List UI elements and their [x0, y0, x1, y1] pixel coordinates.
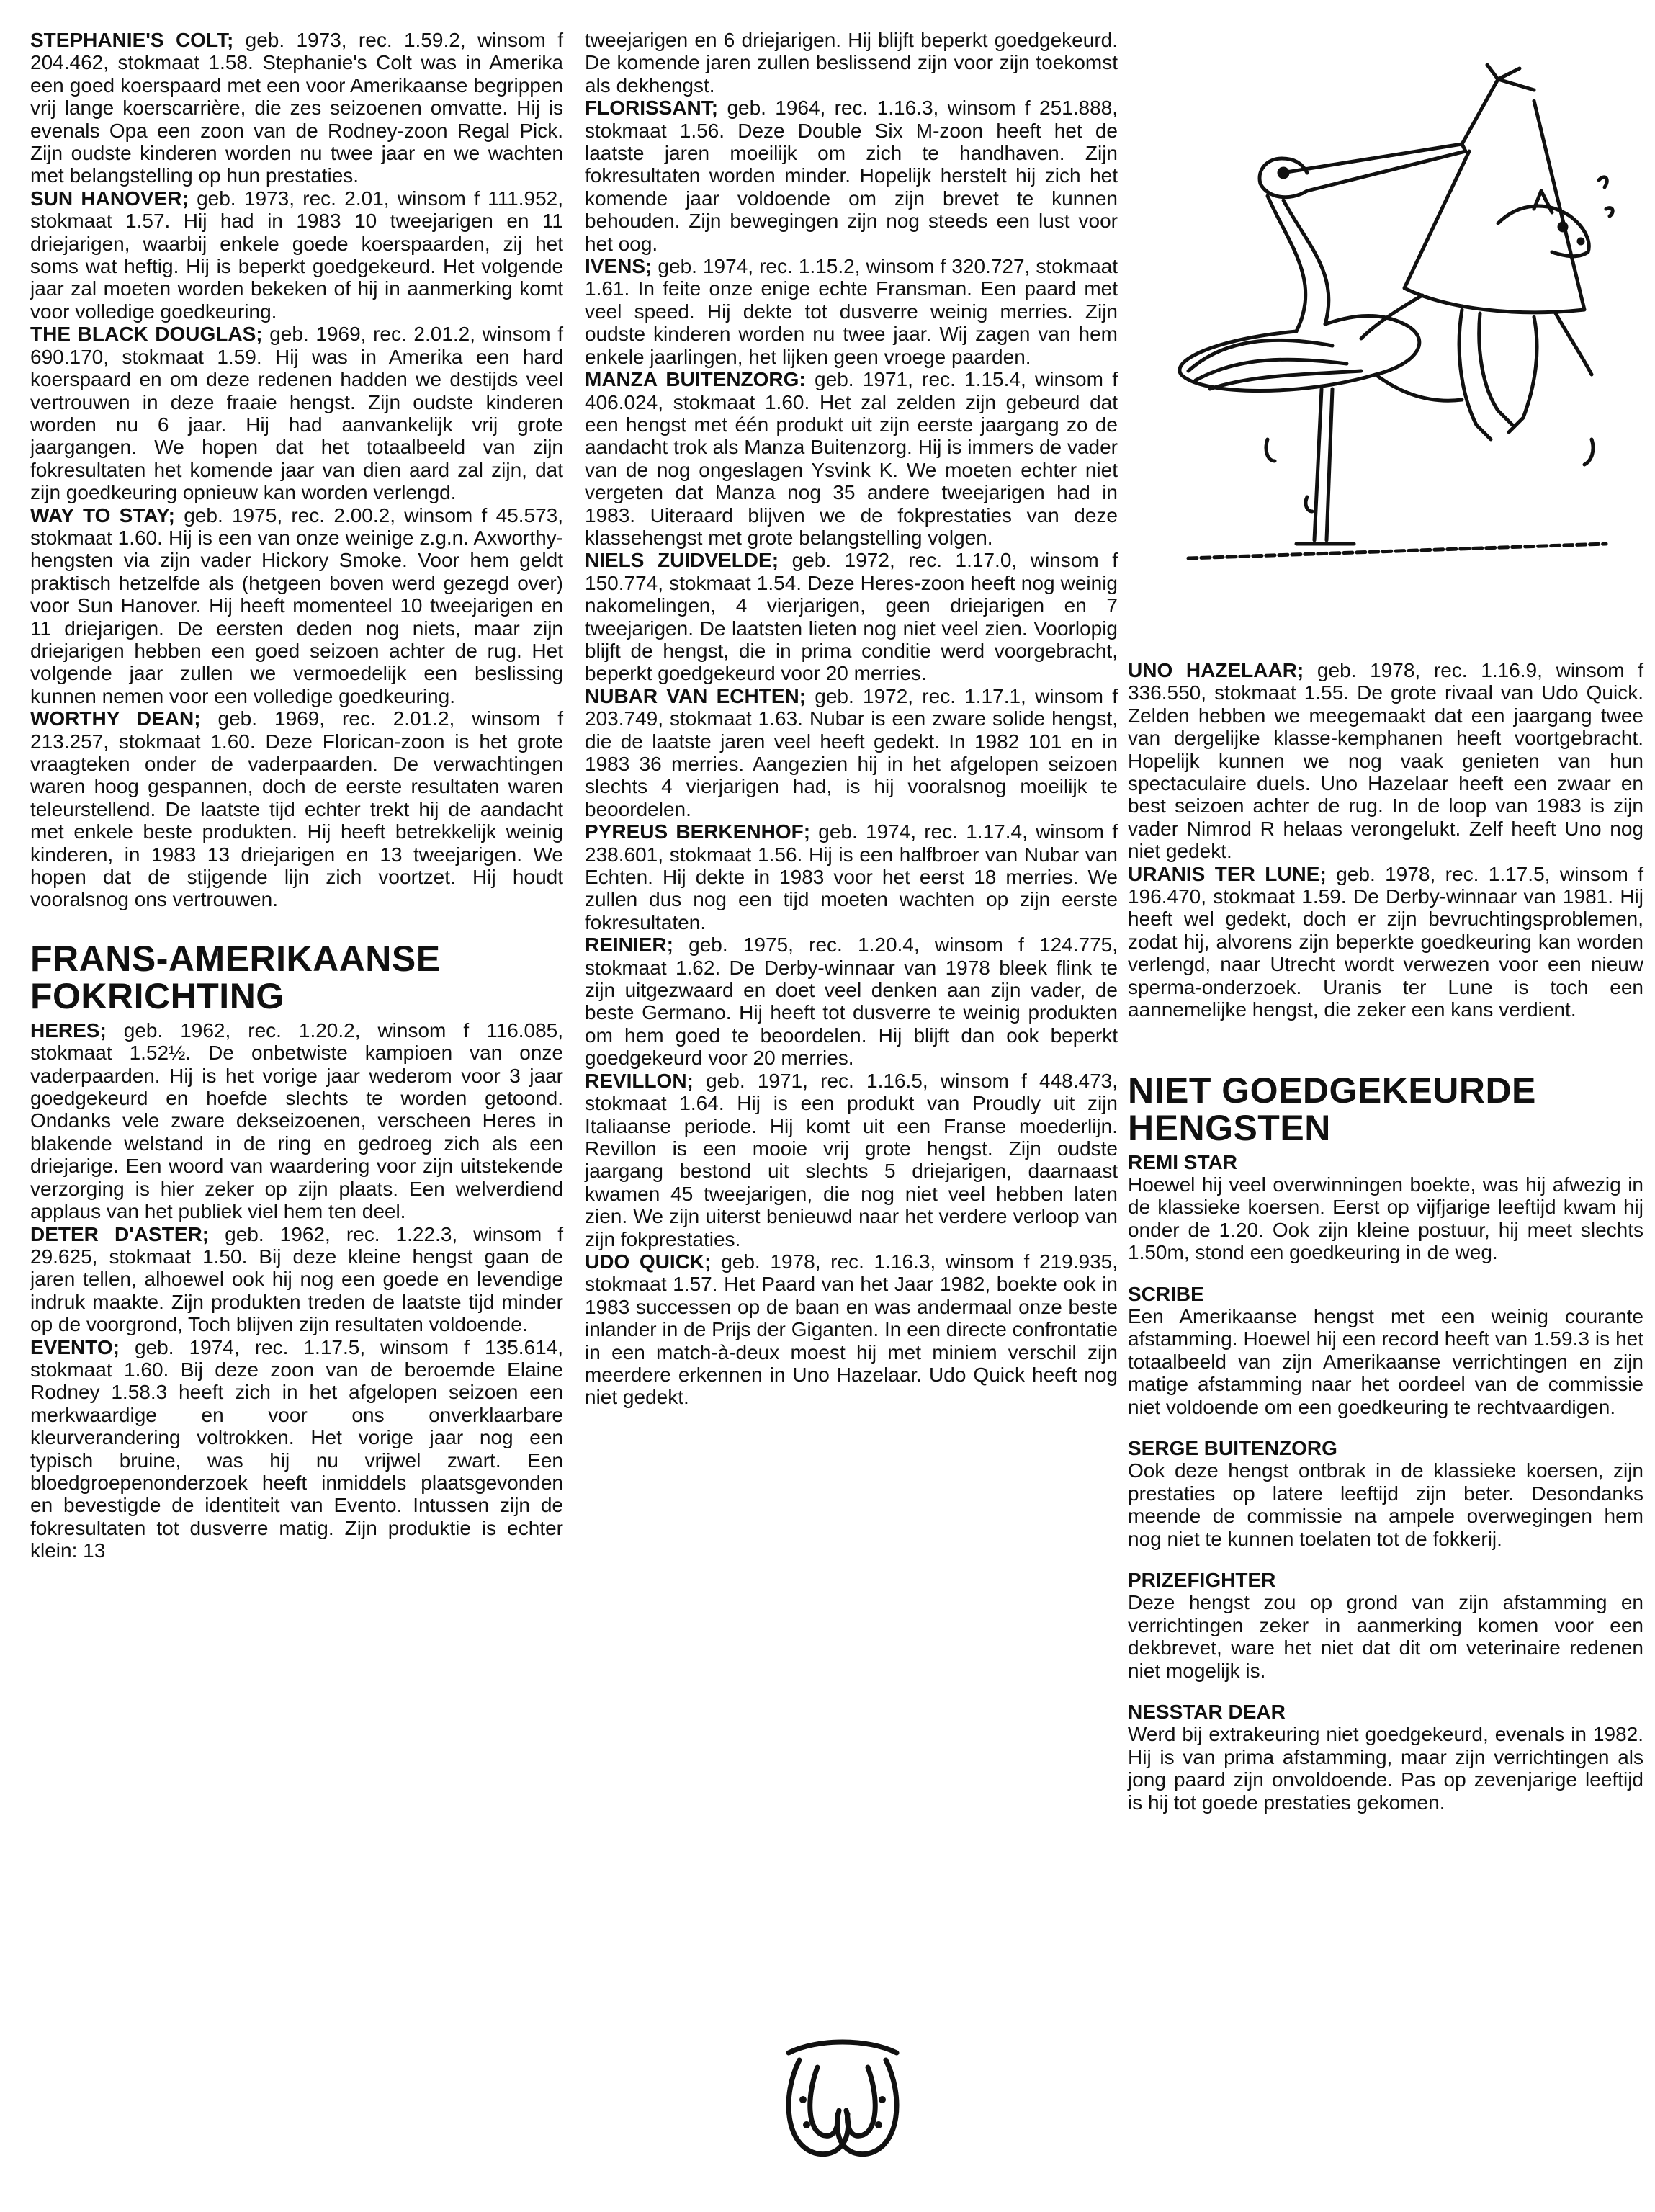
subsection-remi-star: REMI STAR Hoewel hij veel overwinningen boekte, was hij afwezig in de klassieke koersen. Eerst op vijfjarige leeftijd kwam hij onder de 1.20. Ook zijn kleine postuur, hij meet slechts 1.50m, stond een goedkeuring in de weg. [1128, 1150, 1643, 1264]
stork-icon [1160, 36, 1620, 562]
entry-uno-hazelaar: UNO HAZELAAR; geb. 1978, rec. 1.16.9, winsom f 336.550, stokmaat 1.55. De grote rivaal van Udo Quick. Zelden hebben we meegemaakt dat een jaargang twee van dergelijke klasse-kemphanen heeft voortgebracht. Hopelijk kunnen we nog vaak genieten van hun spectaculaire duels. Uno Hazelaar heeft een zwaar en best seizoen achter de rug. In de loop van 1983 is zijn vader Nimrod R helaas verongelukt. Zelf heeft Uno nog niet gedekt. [1128, 659, 1643, 863]
entry-sun-hanover: SUN HANOVER; geb. 1973, rec. 2.01, winsom f 111.952, stokmaat 1.57. Hij had in 1983 10 tweejarigen en 11 driejarigen, waarbij enkele goede koerspaarden, zij het soms wat heftig. Hij is beperkt goedgekeurd. Het volgende jaar zal moeten worden bekeken of hij in aanmerking komt voor volledige goedkeuring. [30, 187, 564, 323]
entry-the-black-douglas: THE BLACK DOUGLAS; geb. 1969, rec. 2.01.2, winsom f 690.170, stokmaat 1.59. Hij was in Amerika een hard koerspaard en om deze redenen hadden we destijds veel vertrouwen in deze fraaie hengst. Zijn oudste kinderen worden nu 6 jaar. Hij had aanvankelijk vrij grote jaargangen. We hopen dat het totaalbeeld van zijn fokresultaten het komende jaar van dien aard zal zijn, dat zijn goedkeuring opnieuw kan worden verlengd. [30, 323, 563, 504]
entry-manza-buitenzorg: MANZA BUITENZORG: geb. 1971, rec. 1.15.4, winsom f 406.024, stokmaat 1.60. Het zal zelden zijn gebeurd dat een hengst met één produkt uit zijn eerste jaargang zo de aandacht trok als Manza Buitenzorg. Hij is immers de vader van de nog ongeslagen Ysvink K. We moeten echter niet vergeten dat Manza nog 35 andere tweejarigen had in 1983. Uiteraard blijven we de fokprestaties van deze klassehengst met grote belangstelling volgen. [585, 368, 1118, 549]
entry-pyreus-berkenhof: PYREUS BERKENHOF; geb. 1974, rec. 1.17.4, winsom f 238.601, stokmaat 1.56. Hij is een halfbroer van Nubar van Echten. Hij dekte in 1983 voor het eerst 18 merries. We zullen dus nog een tijd moeten wachten op zijn eerste fokresultaten. [585, 820, 1118, 933]
subsection-prizefighter: PRIZEFIGHTER Deze hengst zou op grond van zijn afstamming en verrichtingen zeker in aanmerking komen voor een dekbrevet, ware het niet dat dit om veterinaire redenen niet mogelijk is. [1128, 1569, 1643, 1682]
stork-carrying-foal-illustration [1160, 36, 1620, 562]
middle-column [585, 29, 1118, 1409]
entry-florissant: FLORISSANT; geb. 1964, rec. 1.16.3, winsom f 251.888, stokmaat 1.56. Deze Double Six M-zoon heeft het de laatste jaren moeilijk om zich te handhaven. Zijn fokresultaten worden minder. Hopelijk herstelt hij zich het komende jaar voldoende om zijn brevet te kunnen behouden. Zijn bewegingen zijn nog steeds een lust voor het oog. [585, 97, 1118, 255]
entry-revillon: REVILLON; geb. 1971, rec. 1.16.5, winsom f 448.473, stokmaat 1.64. Hij is een produkt van Proudly uit zijn Italiaanse periode. Hij komt uit een Franse moederlijn. Revillon is een mooie vrij grote hengst. Zijn oudste jaargang bestond uit slechts 5 driejarigen, daarnaast kwamen 45 tweejarigen, die nog niet veel hebben laten zien. We zijn uiterst benieuwd naar het verdere verloop van zijn fokprestaties. [585, 1069, 1118, 1250]
entry-evento-continued: tweejarigen en 6 driejarigen. Hij blijft beperkt goedgekeurd. De komende jaren zullen beslissend zijn voor zijn toekomst als dekhengst. [585, 29, 1118, 97]
horseshoe-ornament [774, 2031, 911, 2168]
entry-evento: EVENTO; geb. 1974, rec. 1.17.5, winsom f 135.614, stokmaat 1.60. Bij deze zoon van de beroemde Elaine Rodney 1.58.3 heeft zich in het afgelopen seizoen een merkwaardige en voor ons onverklaarbare kleurverandering voltrokken. Het vorige jaar nog een typisch bruine, was hij nu vrijwel zwart. Een bloedgroepenonderzoek heeft inmiddels plaatsgevonden en bevestigde de identiteit van Evento. Intussen zijn de fokresultaten tot dusverre matig. Zijn produktie is echter klein: 13 [30, 1335, 563, 1562]
entry-worthy-dean: WORTHY DEAN; geb. 1969, rec. 2.01.2, winsom f 213.257, stokmaat 1.60. Deze Florican-zoon is het grote vraagteken onder de vaderpaarden. De verwachtingen waren hoog gespannen, doch de eerste resultaten waren teleurstellend. De laatste tijd echter trekt hij de aandacht met enkele beste produkten. Hij heeft betrekkelijk weinig kinderen, in 1983 13 driejarigen en 13 tweejarigen. We hopen dat de stijgende lijn zich voortzet. Hij houdt vooralsnog ons vertrouwen. [30, 707, 563, 911]
section-title-niet-goedgekeurde: NIET GOEDGEKEURDE HENGSTEN [1128, 1070, 1536, 1148]
subsection-scribe: SCRIBE Een Amerikaanse hengst met een weinig courante afstamming. Hoewel hij een record heeft van 1.59.3 is het totaalbeeld van zijn Amerikaanse verrichtingen en zijn matige afstamming naar het oordeel van de commissie niet voldoende om een goedkeuring te rechtvaardigen. [1128, 1282, 1643, 1418]
entry-nubar-van-echten: NUBAR VAN ECHTEN; geb. 1972, rec. 1.17.1, winsom f 203.749, stokmaat 1.63. Nubar is een zware solide hengst, die de laatste jaren veel heeft gedekt. In 1982 101 en in 1983 36 merries. Aangezien hij in het afgelopen seizoen slechts 4 vierjarigen had, is hij vooralsnog moeilijk te beoordelen. [585, 684, 1118, 820]
subsection-nesstar-dear: NESSTAR DEAR Werd bij extrakeuring niet goedgekeurd, evenals in 1982. Hij is van prima afstamming, maar zijn verrichtingen als jong paard zijn onvoldoende. Pas op zevenjarige leeftijd is hij tot goede prestaties gekomen. [1128, 1701, 1643, 1814]
entry-niels-zuidvelde: NIELS ZUIDVELDE; geb. 1972, rec. 1.17.0, winsom f 150.774, stokmaat 1.54. Deze Heres-zoon heeft nog weinig nakomelingen, 4 vierjarigen, geen driejarigen en 7 tweejarigen. De laatsten lieten nog niet veel zien. Voorlopig blijft de hengst, die in prima conditie werd voorgebracht, beperkt goedgekeurd voor 20 merries. [585, 549, 1118, 685]
subsection-serge-buitenzorg: SERGE BUITENZORG Ook deze hengst ontbrak in de klassieke koersen, zijn prestaties op latere leeftijd zijn beter. Desondanks meende de commissie na ampele overwegingen hem nog niet te kunnen toelaten tot de fokkerij. [1128, 1436, 1643, 1550]
right-column [1128, 659, 1643, 1814]
horseshoe-icon [774, 2031, 911, 2168]
entry-heres: HERES; geb. 1962, rec. 1.20.2, winsom f 116.085, stokmaat 1.52½. De onbetwiste kampioen van onze vaderpaarden. Hij is het vorige jaar wederom voor 3 jaar goedgekeurd en hoefde slechts te worden getoond. Ondanks vele zware dekseizoenen, verscheen Heres in blakende welstand in de ring en gedroeg zich als een driejarige. Een woord van waardering voor zijn uitstekende verzorging is hier zeker op zijn plaats. Een welverdiend applaus van het publiek viel hem ten deel. [30, 1018, 563, 1223]
entry-ivens: IVENS; geb. 1974, rec. 1.15.2, winsom f 320.727, stokmaat 1.61. In feite onze enige echte Fransman. Een paard met veel speed. Hij dekte tot dusverre weinig merries. Zijn oudste kinderen worden nu twee jaar. Wij zagen van hem enkele jaarlingen, het lijken geen vroege paarden. [585, 255, 1118, 368]
entry-way-to-stay: WAY TO STAY; geb. 1975, rec. 2.00.2, winsom f 45.573, stokmaat 1.60. Hij is een van onze weinige z.g.n. Axworthy-hengsten via zijn vader Hickory Smoke. Voor hem geldt praktisch hetzelfde als (hetgeen boven werd gezegd over) voor Sun Hanover. Hij heeft momenteel 10 tweejarigen en 11 driejarigen. De eersten deden nog niets, maar zijn driejarigen hebben een goed seizoen achter de rug. Het volgende jaar zullen we vermoedelijk een beslissing kunnen nemen voor een volledige goedkeuring. [30, 503, 563, 707]
entry-stephanies-colt: STEPHANIE'S COLT; geb. 1973, rec. 1.59.2, winsom f 204.462, stokmaat 1.58. Stephanie's Colt was in Amerika een goed koerspaard met een voor Amerikaanse begrippen vrij lange koerscarrière, die zes seizoenen omvatte. Hij is evenals Opa een zoon van de Rodney-zoon Regal Pick. Zijn oudste kinderen worden nu twee jaar en we wachten met belangstelling op hun prestaties. [30, 29, 563, 187]
entry-udo-quick: UDO QUICK; geb. 1978, rec. 1.16.3, winsom f 219.935, stokmaat 1.57. Het Paard van het Jaar 1982, boekte ook in 1983 successen op de baan en was andermaal onze beste inlander in de Prijs der Giganten. In een directe confrontatie in een match-à-deux moest hij met miniem verschil zijn meerdere erkennen in Uno Hazelaar. Udo Quick heeft nog niet gedekt. [585, 1250, 1118, 1409]
entry-uranis-ter-lune: URANIS TER LUNE; geb. 1978, rec. 1.17.5, winsom f 196.470, stokmaat 1.59. De Derby-winnaar van 1981. Hij heeft wel gedekt, doch er zijn bevruchtingsproblemen, zodat hij, alvorens zijn beperkte goedkeuring kan worden verlengd, naar Utrecht wordt verwezen voor een nieuw sperma-onderzoek. Uranis ter Lune is toch een aannemelijke hengst, die zeker een kans verdient. [1128, 862, 1643, 1021]
entry-reinier: REINIER; geb. 1975, rec. 1.20.4, winsom f 124.775, stokmaat 1.62. De Derby-winnaar van 1978 bleek flink te zijn uitgezwaard en doet veel denken aan zijn vader, de beste Germano. Hij heeft tot dusverre te weinig produkten om hem goed te beoordelen. Hij blijft dan ook beperkt goedgekeurd voor 20 merries. [585, 933, 1118, 1070]
section-title-frans-amerikaanse: FRANS-AMERIKAANSE FOKRICHTING [30, 938, 441, 1016]
left-column [30, 29, 563, 1562]
entry-deter-daster: DETER D'ASTER; geb. 1962, rec. 1.22.3, winsom f 29.625, stokmaat 1.50. Bij deze kleine hengst gaan de jaren tellen, alhoewel ook hij nog een goede en levendige indruk maakte. Zijn produkten treden de laatste tijd minder op de voorgrond, Toch blijven zijn resultaten voldoende. [30, 1222, 563, 1336]
